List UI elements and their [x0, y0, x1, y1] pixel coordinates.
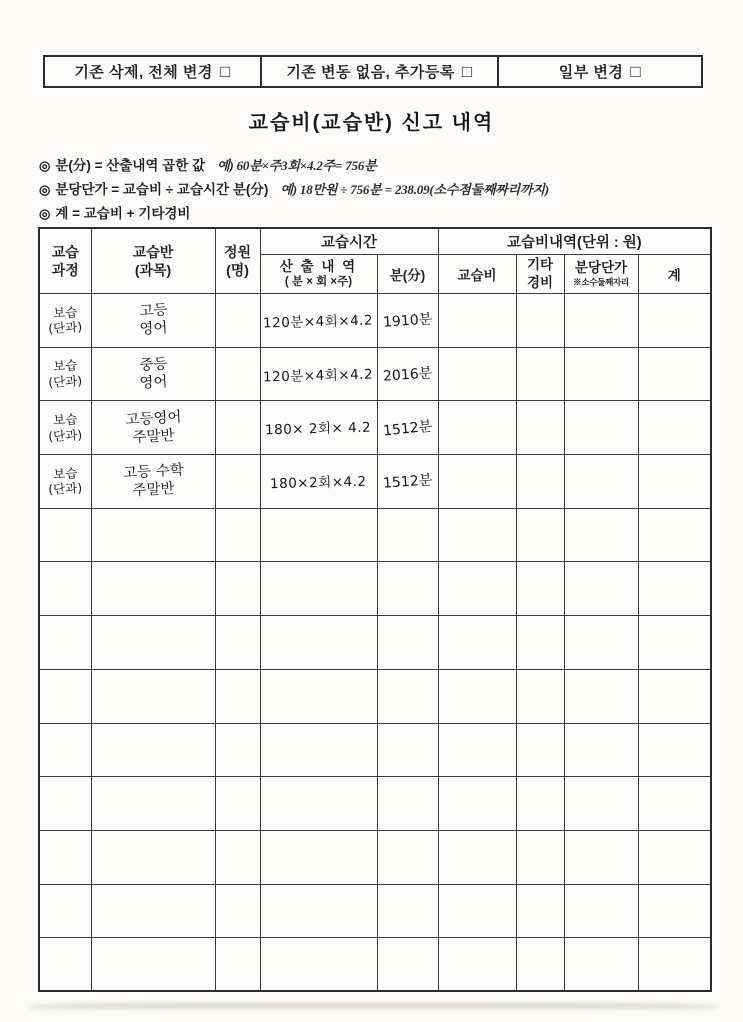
cell-capacity — [215, 562, 260, 616]
cell-class-subject — [91, 830, 215, 884]
header-group-fee-detail: 교습비내역(단위 : 원) — [438, 228, 711, 255]
cell-fee — [438, 508, 516, 562]
cell-etc-expense — [516, 401, 564, 455]
hw-course-line2: (단과) — [47, 480, 83, 498]
cell-capacity — [215, 508, 260, 562]
note-example: 예) 18만원 ÷ 756분 = 238.09(소수점둘째짜리까지) — [280, 182, 549, 197]
checkbox-icon[interactable]: □ — [461, 62, 473, 81]
cell-total — [638, 884, 711, 938]
cell-unit-price — [564, 508, 638, 562]
hw-course-line1: 보습 — [52, 304, 78, 321]
cell-total — [638, 294, 711, 348]
cell-capacity — [215, 294, 260, 348]
hw-minutes: 1512분 — [382, 472, 433, 493]
cell-class-subject — [91, 455, 215, 509]
hw-course-line1: 보습 — [52, 411, 78, 428]
cell-class-subject — [91, 347, 215, 401]
cell-fee — [438, 616, 516, 670]
bullet-icon: ◎ — [39, 206, 51, 221]
cell-capacity — [215, 830, 260, 884]
cell-class-subject — [91, 669, 215, 723]
cell-unit-price — [564, 938, 638, 992]
cell-class-subject — [91, 294, 215, 348]
change-type-label: 일부 변경 — [558, 64, 624, 81]
cell-unit-price — [564, 347, 638, 401]
cell-minutes — [377, 938, 438, 992]
cell-fee — [438, 777, 516, 831]
hw-course-line2 — [42, 963, 88, 965]
cell-course — [39, 669, 91, 723]
cell-etc-expense — [516, 562, 564, 616]
hw-course-line1 — [42, 588, 88, 590]
cell-unit-price — [564, 669, 638, 723]
note-text: 계 = 교습비 + 기타경비 — [55, 206, 191, 221]
hw-course-line1 — [42, 910, 88, 912]
cell-class-subject — [91, 938, 215, 992]
cell-minutes — [377, 669, 438, 723]
table-row — [39, 616, 711, 670]
hw-class-line2 — [94, 800, 213, 806]
notes — [39, 154, 719, 226]
cell-capacity — [215, 347, 260, 401]
cell-etc-expense — [516, 830, 564, 884]
cell-minutes — [377, 616, 438, 670]
hw-course-line2 — [42, 802, 88, 804]
hw-class-line2: 주말반 — [131, 427, 175, 446]
cell-minutes — [377, 455, 438, 509]
header-fee: 교습비 — [438, 255, 516, 294]
table-row — [39, 294, 711, 348]
header-course: 교습 과정 — [39, 228, 91, 294]
cell-fee — [438, 562, 516, 616]
table-row — [39, 347, 711, 401]
cell-course — [39, 938, 91, 992]
hw-course-line1 — [42, 534, 88, 536]
header-class-subject: 교습반 (과목) — [91, 228, 215, 294]
hw-course-line1 — [42, 963, 88, 965]
table-row — [39, 669, 711, 723]
cell-fee — [438, 455, 516, 509]
cell-capacity — [215, 777, 260, 831]
hw-course-line2 — [42, 534, 88, 536]
cell-class-subject — [91, 562, 215, 616]
hw-class-line2: 영어 — [138, 374, 168, 392]
hw-class-line2 — [94, 747, 213, 753]
cell-minutes — [377, 508, 438, 562]
hw-class-line2 — [94, 586, 213, 592]
hw-calculation: 120분×4회×4.2 — [263, 312, 374, 332]
cell-calculation — [260, 294, 377, 348]
hw-class-line2 — [94, 961, 213, 967]
hw-course-line2 — [42, 910, 88, 912]
cell-capacity — [215, 401, 260, 455]
hw-class-line1 — [94, 800, 213, 806]
note-text: 분(分) = 산출내역 곱한 값 — [55, 158, 206, 173]
hw-calculation: 120분×4회×4.2 — [263, 366, 374, 385]
cell-etc-expense — [516, 455, 564, 509]
cell-unit-price — [564, 777, 638, 831]
cell-capacity — [215, 455, 260, 509]
cell-calculation — [260, 669, 377, 723]
hw-course-line1: 보습 — [52, 465, 78, 482]
table-row — [39, 723, 711, 777]
bullet-icon: ◎ — [39, 182, 51, 197]
hw-class-line1 — [94, 747, 213, 753]
cell-course — [39, 562, 91, 616]
cell-unit-price — [564, 830, 638, 884]
cell-total — [638, 777, 711, 831]
cell-minutes — [377, 777, 438, 831]
cell-calculation — [260, 455, 377, 509]
hw-course-line2: (단과) — [47, 373, 83, 390]
cell-total — [638, 455, 711, 509]
cell-total — [638, 669, 711, 723]
hw-minutes: 2016분 — [382, 365, 433, 385]
cell-total — [638, 616, 711, 670]
hw-class-line2 — [94, 693, 213, 699]
cell-calculation — [260, 347, 377, 401]
note-example: 예) 60분×주3회×4.2주= 756분 — [217, 158, 377, 173]
cell-minutes — [377, 884, 438, 938]
cell-course — [39, 777, 91, 831]
cell-minutes — [377, 347, 438, 401]
hw-course-line2 — [42, 856, 88, 858]
cell-total — [638, 508, 711, 562]
cell-calculation — [260, 938, 377, 992]
hw-minutes: 1910분 — [382, 311, 433, 332]
cell-etc-expense — [516, 294, 564, 348]
checkbox-icon[interactable]: □ — [630, 62, 642, 81]
cell-course — [39, 401, 91, 455]
cell-class-subject — [91, 777, 215, 831]
cell-fee — [438, 347, 516, 401]
cell-calculation — [260, 401, 377, 455]
hw-course-line1 — [42, 641, 88, 643]
table-row — [39, 508, 711, 562]
bullet-icon: ◎ — [39, 158, 51, 173]
cell-etc-expense — [516, 508, 564, 562]
change-type-box — [43, 55, 703, 88]
hw-class-line2: 주말반 — [131, 481, 175, 500]
cell-fee — [438, 723, 516, 777]
note-minutes-formula — [39, 154, 719, 178]
cell-calculation — [260, 723, 377, 777]
cell-calculation — [260, 616, 377, 670]
hw-course-line2 — [42, 641, 88, 643]
hw-course-line2: (단과) — [47, 426, 83, 444]
header-capacity: 정원 (명) — [215, 228, 260, 294]
cell-fee — [438, 830, 516, 884]
cell-course — [39, 616, 91, 670]
hw-class-line2 — [94, 639, 213, 645]
cell-minutes — [377, 723, 438, 777]
note-unit-price-formula — [39, 178, 719, 202]
hw-course-line1: 보습 — [52, 357, 78, 375]
hw-class-line1 — [94, 639, 213, 645]
cell-capacity — [215, 884, 260, 938]
table-row — [39, 830, 711, 884]
hw-class-line1: 고등영어 — [124, 409, 182, 429]
cell-course — [39, 723, 91, 777]
hw-class-line1 — [94, 693, 213, 699]
table-row — [39, 938, 711, 992]
hw-class-line2: 영어 — [138, 320, 168, 339]
scan-shadow-artifact — [28, 1003, 718, 1011]
cell-capacity — [215, 723, 260, 777]
cell-course — [39, 294, 91, 348]
report-table — [38, 227, 712, 992]
table-row — [39, 562, 711, 616]
cell-course — [39, 455, 91, 509]
cell-capacity — [215, 616, 260, 670]
hw-class-line2 — [94, 908, 213, 914]
hw-minutes: 1512분 — [382, 418, 433, 440]
cell-etc-expense — [516, 777, 564, 831]
change-type-option-partial — [497, 57, 701, 86]
table-row — [39, 884, 711, 938]
hw-class-line1 — [94, 854, 213, 860]
cell-etc-expense — [516, 669, 564, 723]
hw-class-line1: 중등 — [138, 356, 168, 374]
cell-course — [39, 884, 91, 938]
cell-calculation — [260, 562, 377, 616]
header-minutes: 분(分) — [377, 255, 438, 294]
cell-minutes — [377, 562, 438, 616]
hw-course-line2 — [42, 695, 88, 697]
cell-calculation — [260, 884, 377, 938]
hw-calculation: 180× 2회× 4.2 — [265, 419, 372, 439]
cell-etc-expense — [516, 938, 564, 992]
cell-capacity — [215, 669, 260, 723]
cell-etc-expense — [516, 616, 564, 670]
cell-etc-expense — [516, 347, 564, 401]
cell-fee — [438, 401, 516, 455]
hw-course-line1 — [42, 695, 88, 697]
note-total-formula — [39, 202, 719, 226]
hw-class-line1 — [94, 908, 213, 914]
cell-class-subject — [91, 401, 215, 455]
cell-total — [638, 830, 711, 884]
header-group-teaching-time: 교습시간 — [260, 228, 438, 255]
cell-fee — [438, 294, 516, 348]
cell-class-subject — [91, 616, 215, 670]
cell-fee — [438, 938, 516, 992]
hw-class-line1 — [94, 532, 213, 538]
cell-total — [638, 938, 711, 992]
cell-unit-price — [564, 294, 638, 348]
cell-unit-price — [564, 884, 638, 938]
cell-course — [39, 508, 91, 562]
cell-minutes — [377, 830, 438, 884]
hw-course-line2 — [42, 588, 88, 590]
cell-class-subject — [91, 508, 215, 562]
header-etc-expense: 기타 경비 — [516, 255, 564, 294]
cell-course — [39, 347, 91, 401]
change-type-option-delete-all — [45, 57, 260, 86]
cell-fee — [438, 669, 516, 723]
cell-fee — [438, 884, 516, 938]
header-calculation: 산 출 내 역 ( 분 × 회 ×주) — [260, 255, 377, 294]
cell-calculation — [260, 830, 377, 884]
cell-unit-price — [564, 401, 638, 455]
cell-unit-price — [564, 455, 638, 509]
page-title: 교습비(교습반) 신고 내역 — [248, 112, 495, 134]
cell-unit-price — [564, 616, 638, 670]
cell-class-subject — [91, 723, 215, 777]
cell-total — [638, 723, 711, 777]
cell-total — [638, 347, 711, 401]
cell-unit-price — [564, 723, 638, 777]
cell-total — [638, 562, 711, 616]
header-unit-price: 분당단가 ※소수둘째자리 — [564, 255, 638, 294]
cell-calculation — [260, 777, 377, 831]
hw-class-line1 — [94, 586, 213, 592]
cell-etc-expense — [516, 723, 564, 777]
cell-total — [638, 401, 711, 455]
table-row — [39, 401, 711, 455]
hw-class-line1: 고등 — [138, 302, 168, 320]
table-row — [39, 455, 711, 509]
cell-unit-price — [564, 562, 638, 616]
change-type-label: 기존 삭제, 전체 변경 — [74, 64, 213, 81]
cell-etc-expense — [516, 884, 564, 938]
cell-capacity — [215, 938, 260, 992]
cell-minutes — [377, 294, 438, 348]
cell-class-subject — [91, 884, 215, 938]
note-text: 분당단가 = 교습비 ÷ 교습시간 분(分) — [55, 182, 269, 197]
hw-course-line1 — [42, 802, 88, 804]
change-type-label: 기존 변동 없음, 추가등록 — [286, 64, 455, 81]
hw-course-line2: (단과) — [47, 319, 83, 337]
hw-calculation: 180×2회×4.2 — [270, 473, 367, 493]
hw-class-line2 — [94, 532, 213, 538]
hw-course-line2 — [42, 749, 88, 751]
hw-class-line1 — [94, 961, 213, 967]
hw-class-line1: 고등 수학 — [122, 462, 184, 482]
hw-course-line1 — [42, 749, 88, 751]
cell-course — [39, 830, 91, 884]
cell-calculation — [260, 508, 377, 562]
hw-class-line2 — [94, 854, 213, 860]
header-total: 계 — [638, 255, 711, 294]
table-row — [39, 777, 711, 831]
checkbox-icon[interactable]: □ — [219, 62, 231, 81]
report-table-body — [39, 294, 711, 992]
change-type-option-add-new — [260, 57, 497, 86]
hw-course-line1 — [42, 856, 88, 858]
cell-minutes — [377, 401, 438, 455]
